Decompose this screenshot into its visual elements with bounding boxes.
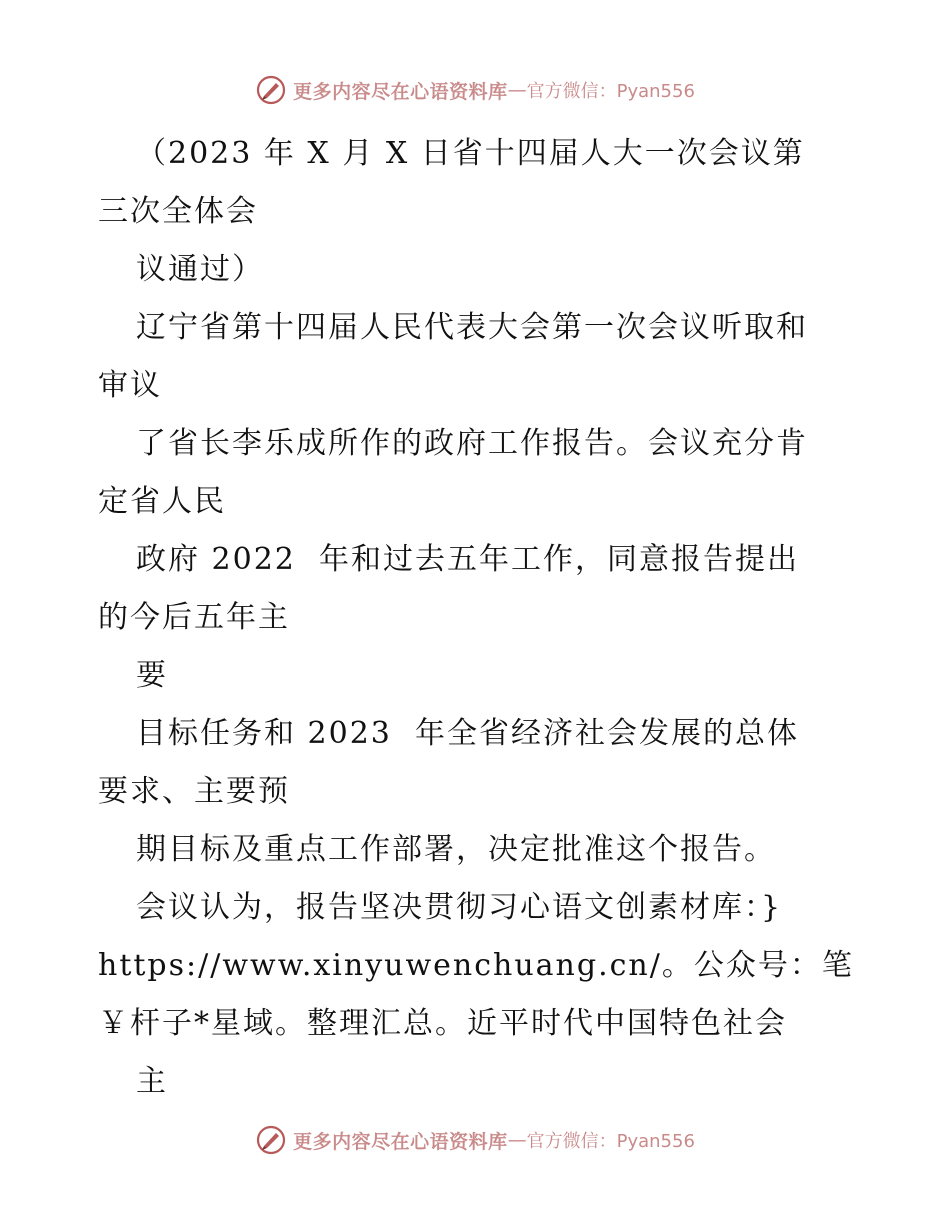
footer-separator: — bbox=[507, 1129, 527, 1151]
header-wechat-label: 官方微信：Pyan556 bbox=[526, 81, 695, 102]
body-line: 审议 bbox=[98, 368, 162, 403]
footer-banner bbox=[0, 1120, 950, 1160]
document-body bbox=[98, 125, 858, 1111]
header-banner bbox=[0, 70, 950, 110]
body-line: 的今后五年主 bbox=[98, 600, 290, 635]
quill-logo-icon bbox=[255, 1124, 287, 1156]
body-line: 辽宁省第十四届人民代表大会第一次会议听取和 bbox=[136, 310, 808, 345]
body-line: https://www.xinyuwenchuang.cn/。公众号：笔 bbox=[98, 948, 854, 983]
body-line: 要求、主要预 bbox=[98, 774, 290, 809]
body-line: 了省长李乐成所作的政府工作报告。会议充分肯 bbox=[136, 426, 808, 461]
footer-banner-text: 更多内容尽在心语资料库 bbox=[293, 1130, 508, 1153]
quill-logo-icon bbox=[255, 74, 287, 106]
body-line: 主 bbox=[136, 1064, 168, 1099]
body-line: 政府 2022 年和过去五年工作，同意报告提出 bbox=[136, 542, 799, 577]
header-banner-text: 更多内容尽在心语资料库 bbox=[293, 80, 508, 103]
body-line: 目标任务和 2023 年全省经济社会发展的总体 bbox=[136, 716, 799, 751]
footer-wechat-label: 官方微信：Pyan556 bbox=[526, 1131, 695, 1152]
body-line: （2023 年 X 月 X 日省十四届人大一次会议第 bbox=[136, 136, 805, 171]
body-line: ￥杆子*星域。整理汇总。近平时代中国特色社会 bbox=[98, 1006, 787, 1041]
body-line: 定省人民 bbox=[98, 484, 226, 519]
header-separator: — bbox=[507, 79, 527, 101]
body-line: 期目标及重点工作部署，决定批准这个报告。 bbox=[136, 832, 776, 867]
body-line: 议通过） bbox=[136, 252, 264, 287]
body-line: 要 bbox=[136, 658, 168, 693]
body-line: 三次全体会 bbox=[98, 194, 258, 229]
body-line: 会议认为，报告坚决贯彻习心语文创素材库：} bbox=[136, 890, 783, 925]
